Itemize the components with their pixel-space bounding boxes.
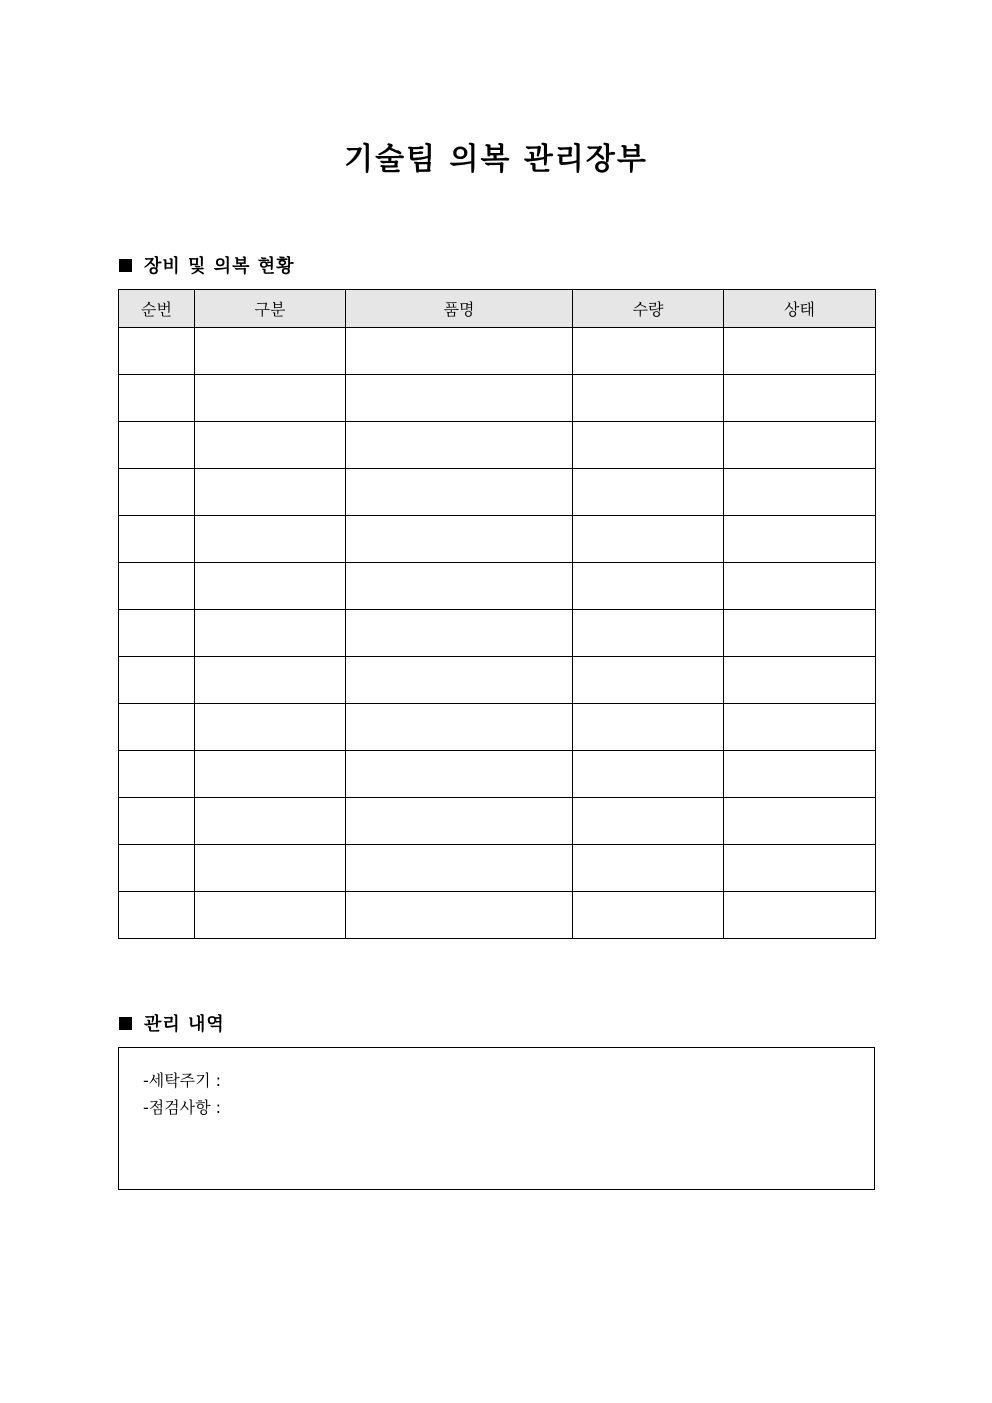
cell-quantity[interactable] [573,375,724,422]
cell-quantity[interactable] [573,798,724,845]
cell-category[interactable] [195,328,346,375]
cell-quantity[interactable] [573,704,724,751]
cell-quantity[interactable] [573,563,724,610]
table-header-row [119,290,876,328]
cell-status[interactable] [724,610,876,657]
cell-quantity[interactable] [573,657,724,704]
cell-status[interactable] [724,892,876,939]
table-row [119,704,876,751]
table-row [119,375,876,422]
cell-quantity[interactable] [573,751,724,798]
table-row [119,892,876,939]
cell-quantity[interactable] [573,516,724,563]
cell-item-name[interactable] [346,798,573,845]
square-bullet-icon [119,1017,132,1030]
cell-status[interactable] [724,563,876,610]
equipment-section-title: 장비 및 의복 현황 [144,256,295,277]
cell-quantity[interactable] [573,845,724,892]
column-header-status: 상태 [724,290,876,328]
wash-cycle-label: -세탁주기 : [143,1071,222,1090]
table-row [119,328,876,375]
cell-number[interactable] [119,892,195,939]
cell-number[interactable] [119,469,195,516]
cell-number[interactable] [119,422,195,469]
cell-category[interactable] [195,516,346,563]
cell-category[interactable] [195,375,346,422]
cell-status[interactable] [724,657,876,704]
table-row [119,798,876,845]
cell-quantity[interactable] [573,422,724,469]
cell-number[interactable] [119,751,195,798]
cell-category[interactable] [195,845,346,892]
cell-category[interactable] [195,469,346,516]
table-row [119,657,876,704]
cell-category[interactable] [195,610,346,657]
document-title: 기술팀 의복 관리장부 [344,142,648,177]
cell-item-name[interactable] [346,892,573,939]
cell-item-name[interactable] [346,516,573,563]
cell-status[interactable] [724,845,876,892]
cell-number[interactable] [119,516,195,563]
table-row [119,422,876,469]
cell-item-name[interactable] [346,375,573,422]
cell-number[interactable] [119,563,195,610]
cell-item-name[interactable] [346,563,573,610]
cell-item-name[interactable] [346,704,573,751]
cell-category[interactable] [195,798,346,845]
inspection-label: -점검사항 : [143,1098,222,1117]
column-header-quantity: 수량 [573,290,724,328]
table-row [119,751,876,798]
cell-number[interactable] [119,845,195,892]
cell-number[interactable] [119,375,195,422]
cell-item-name[interactable] [346,610,573,657]
square-bullet-icon [119,259,132,272]
cell-category[interactable] [195,422,346,469]
cell-item-name[interactable] [346,328,573,375]
cell-category[interactable] [195,892,346,939]
cell-category[interactable] [195,657,346,704]
cell-quantity[interactable] [573,328,724,375]
column-header-number: 순번 [119,290,195,328]
column-header-item-name: 품명 [346,290,573,328]
cell-status[interactable] [724,798,876,845]
cell-item-name[interactable] [346,469,573,516]
table-row [119,516,876,563]
cell-category[interactable] [195,563,346,610]
cell-status[interactable] [724,469,876,516]
cell-quantity[interactable] [573,610,724,657]
cell-status[interactable] [724,704,876,751]
cell-quantity[interactable] [573,892,724,939]
cell-item-name[interactable] [346,422,573,469]
cell-status[interactable] [724,751,876,798]
cell-number[interactable] [119,798,195,845]
cell-number[interactable] [119,610,195,657]
management-section-heading [119,1010,225,1036]
table-row [119,469,876,516]
cell-status[interactable] [724,328,876,375]
cell-item-name[interactable] [346,751,573,798]
cell-number[interactable] [119,328,195,375]
cell-quantity[interactable] [573,469,724,516]
equipment-table [118,289,876,939]
cell-item-name[interactable] [346,845,573,892]
cell-status[interactable] [724,422,876,469]
cell-item-name[interactable] [346,657,573,704]
table-row [119,563,876,610]
management-section-title: 관리 내역 [144,1014,225,1035]
cell-category[interactable] [195,751,346,798]
table-row [119,610,876,657]
cell-category[interactable] [195,704,346,751]
cell-number[interactable] [119,657,195,704]
column-header-category: 구분 [195,290,346,328]
cell-status[interactable] [724,516,876,563]
management-notes-box [118,1047,875,1190]
cell-status[interactable] [724,375,876,422]
table-row [119,845,876,892]
equipment-section-heading [119,252,295,278]
cell-number[interactable] [119,704,195,751]
